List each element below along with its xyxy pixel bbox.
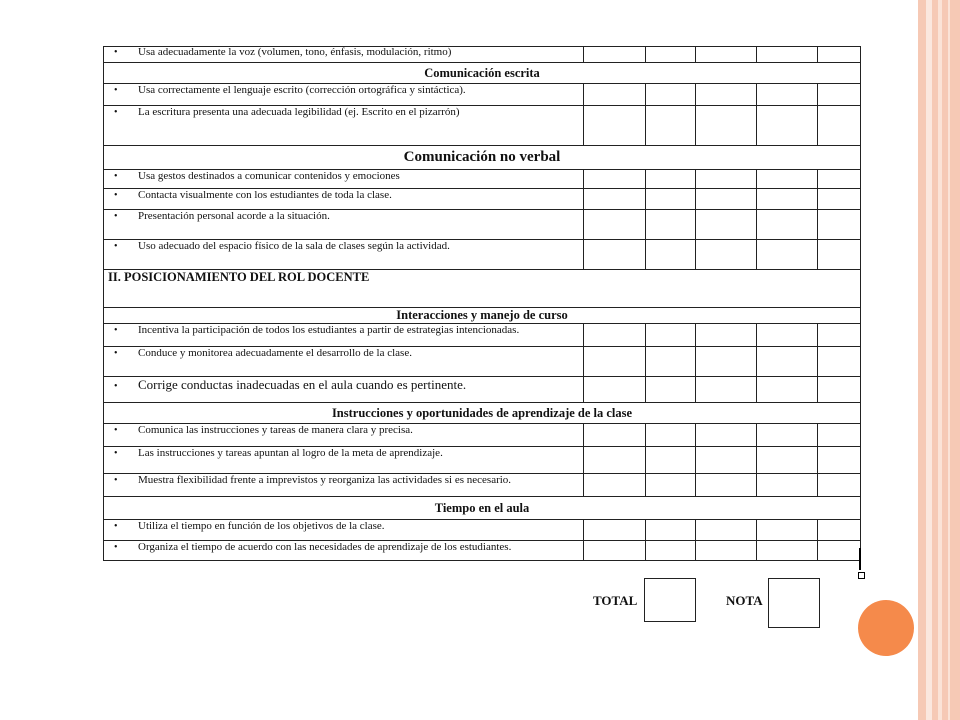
criteria-text: Usa gestos destinados a comunicar contenidos y emociones [138,170,400,182]
score-cell[interactable] [646,47,696,63]
score-cell[interactable] [584,541,646,561]
criteria-text: Contacta visualmente con los estudiantes de toda la clase. [138,189,392,201]
score-cell[interactable] [696,106,757,146]
criteria-row [104,106,861,146]
score-cell[interactable] [696,424,757,447]
score-cell[interactable] [818,474,861,497]
score-cell[interactable] [757,541,818,561]
score-cell[interactable] [696,520,757,541]
criteria-row [104,210,861,240]
category-heading: Interacciones y manejo de curso [104,308,861,324]
score-cell[interactable] [818,170,861,189]
criteria-text: Conduce y monitorea adecuadamente el desarrollo de la clase. [138,347,412,359]
bullet-icon: • [114,241,118,252]
score-cell[interactable] [646,189,696,210]
score-cell[interactable] [696,541,757,561]
criteria-row [104,240,861,270]
criteria-row [104,474,861,497]
score-cell[interactable] [584,189,646,210]
score-cell[interactable] [757,424,818,447]
score-cell[interactable] [757,324,818,347]
score-cell[interactable] [646,84,696,106]
score-cell[interactable] [696,189,757,210]
criteria-cell [104,377,584,403]
score-cell[interactable] [818,324,861,347]
criteria-text: Uso adecuado del espacio físico de la sala de clases según la actividad. [138,240,450,252]
score-cell[interactable] [696,210,757,240]
score-cell[interactable] [696,474,757,497]
bullet-icon: • [114,521,118,532]
score-cell[interactable] [818,377,861,403]
score-cell[interactable] [584,520,646,541]
score-cell[interactable] [818,189,861,210]
criteria-text: Comunica las instrucciones y tareas de manera clara y precisa. [138,424,413,436]
criteria-text: Corrige conductas inadecuadas en el aula cuando es pertinente. [138,377,467,392]
criteria-row [104,447,861,474]
score-cell[interactable] [696,377,757,403]
score-cell[interactable] [584,377,646,403]
score-cell[interactable] [646,541,696,561]
criteria-cell [104,541,584,561]
criteria-text: Usa adecuadamente la voz (volumen, tono, énfasis, modulación, ritmo) [138,46,452,58]
score-cell[interactable] [818,106,861,146]
heading-row [104,63,861,84]
score-cell[interactable] [584,170,646,189]
criteria-cell [104,170,584,189]
criteria-text: Utiliza el tiempo en función de los objetivos de la clase. [138,520,385,532]
bullet-icon: • [114,85,118,96]
criteria-row [104,189,861,210]
bullet-icon: • [114,381,118,392]
criteria-cell [104,189,584,210]
criteria-row [104,520,861,541]
score-cell[interactable] [584,347,646,377]
criteria-text: Las instrucciones y tareas apuntan al logro de la meta de aprendizaje. [138,447,443,459]
score-cell[interactable] [646,520,696,541]
score-cell[interactable] [646,347,696,377]
score-cell[interactable] [696,47,757,63]
criteria-cell [104,47,584,63]
score-cell[interactable] [818,240,861,270]
heading-row [104,308,861,324]
category-heading: Comunicación escrita [104,63,861,84]
score-cell[interactable] [757,377,818,403]
score-cell[interactable] [696,84,757,106]
bullet-icon: • [114,475,118,486]
criteria-cell [104,424,584,447]
score-cell[interactable] [646,324,696,347]
bullet-icon: • [114,171,118,182]
score-cell[interactable] [646,106,696,146]
score-cell[interactable] [584,474,646,497]
score-cell[interactable] [757,474,818,497]
score-cell[interactable] [696,347,757,377]
score-cell[interactable] [646,377,696,403]
score-cell[interactable] [584,447,646,474]
criteria-text: Organiza el tiempo de acuerdo con las necesidades de aprendizaje de los estudiantes. [138,541,512,553]
total-label: TOTAL [593,593,638,608]
score-cell[interactable] [818,520,861,541]
score-cell[interactable] [757,84,818,106]
score-cell[interactable] [696,170,757,189]
criteria-row [104,424,861,447]
score-cell[interactable] [646,447,696,474]
section-row [104,270,861,308]
category-heading: Comunicación no verbal [104,146,861,170]
criteria-row [104,324,861,347]
score-cell[interactable] [757,347,818,377]
criteria-row [104,347,861,377]
score-cell[interactable] [757,189,818,210]
criteria-text: Incentiva la participación de todos los estudiantes a partir de estrategias intencionadas. [138,324,520,336]
score-cell[interactable] [757,47,818,63]
criteria-cell [104,520,584,541]
criteria-cell [104,474,584,497]
evaluation-form-table [103,46,861,561]
criteria-text: La escritura presenta una adecuada legibilidad (ej. Escrito en el pizarrón) [138,106,460,118]
category-heading: Instrucciones y oportunidades de aprendizaje de la clase [104,403,861,424]
score-cell[interactable] [696,447,757,474]
criteria-text: Muestra flexibilidad frente a imprevistos y reorganiza las actividades si es necesario. [138,474,512,486]
score-cell[interactable] [584,210,646,240]
criteria-row [104,377,861,403]
nota-label: NOTA [726,593,763,608]
bullet-icon: • [114,47,118,58]
score-cell[interactable] [646,474,696,497]
score-cell[interactable] [646,210,696,240]
orange-circle-decoration [858,600,914,656]
score-cell[interactable] [584,424,646,447]
score-cell[interactable] [757,210,818,240]
criteria-cell [104,84,584,106]
side-bar-left [918,0,926,720]
side-bar-right [932,0,960,720]
bullet-icon: • [114,211,118,222]
score-cell[interactable] [757,447,818,474]
score-cell[interactable] [818,210,861,240]
score-cell[interactable] [818,84,861,106]
criteria-row [104,84,861,106]
criteria-cell [104,324,584,347]
resize-handle[interactable] [858,572,865,579]
heading-row [104,497,861,520]
score-cell[interactable] [696,324,757,347]
score-cell[interactable] [584,324,646,347]
score-cell[interactable] [818,47,861,63]
bullet-icon: • [114,190,118,201]
heading-row [104,146,861,170]
score-cell[interactable] [757,170,818,189]
score-cell[interactable] [818,541,861,561]
nota-box[interactable] [768,578,820,628]
criteria-text: Presentación personal acorde a la situación. [138,210,330,222]
criteria-row [104,170,861,189]
criteria-cell [104,106,584,146]
score-cell[interactable] [584,47,646,63]
score-cell[interactable] [696,240,757,270]
criteria-cell [104,347,584,377]
bullet-icon: • [114,107,118,118]
total-box[interactable] [644,578,696,622]
score-cell[interactable] [818,447,861,474]
score-cell[interactable] [646,240,696,270]
score-cell[interactable] [584,106,646,146]
criteria-cell [104,240,584,270]
score-cell[interactable] [584,84,646,106]
score-cell[interactable] [757,240,818,270]
score-cell[interactable] [757,520,818,541]
selection-line [859,548,861,570]
score-cell[interactable] [818,347,861,377]
score-cell[interactable] [646,424,696,447]
score-cell[interactable] [646,170,696,189]
heading-row [104,403,861,424]
criteria-row [104,541,861,561]
bullet-icon: • [114,325,118,336]
bullet-icon: • [114,348,118,359]
category-heading: Tiempo en el aula [104,497,861,520]
criteria-cell [104,447,584,474]
score-cell[interactable] [757,106,818,146]
bullet-icon: • [114,542,118,553]
section-title: II. POSICIONAMIENTO DEL ROL DOCENTE [104,270,861,308]
score-cell[interactable] [584,240,646,270]
bullet-icon: • [114,425,118,436]
criteria-row [104,47,861,63]
criteria-text: Usa correctamente el lenguaje escrito (corrección ortográfica y sintáctica). [138,84,466,96]
bullet-icon: • [114,448,118,459]
criteria-cell [104,210,584,240]
score-cell[interactable] [818,424,861,447]
